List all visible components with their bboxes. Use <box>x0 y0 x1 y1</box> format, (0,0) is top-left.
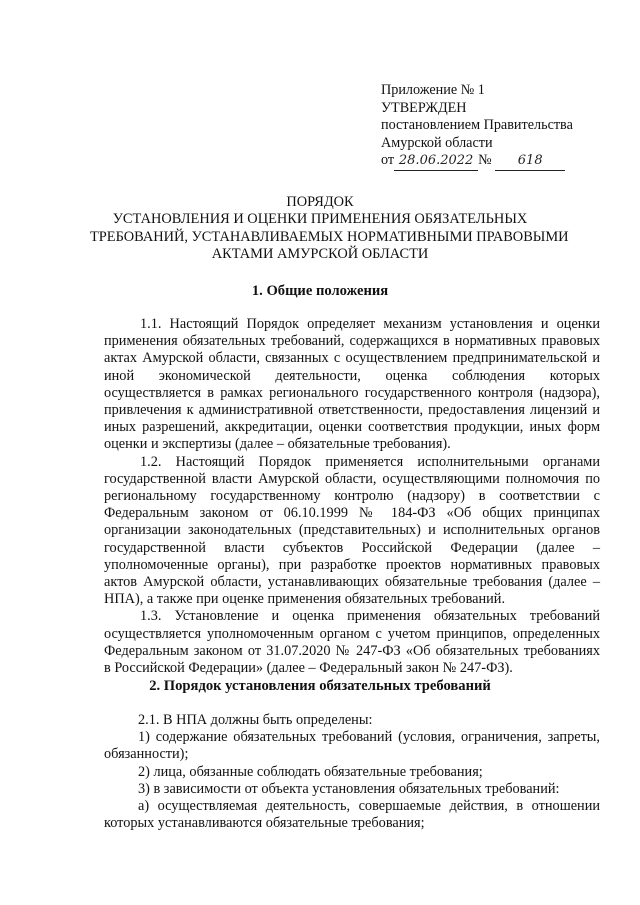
text-line: 1.3. Установление и оценка применения обязательных требований <box>140 608 600 625</box>
date-prefix: от <box>381 152 395 169</box>
text-line: применения обязательных требований, содержащихся в нормативных правовых <box>104 333 600 350</box>
handwritten-date: 28.06.2022 <box>398 153 474 169</box>
text-line: иной экономической деятельности, оценка соблюдения которых <box>104 367 600 384</box>
text-line: государственной власти Амурской области, осуществляющими полномочия по <box>104 470 600 487</box>
text-line: 1.2. Настоящий Порядок применяется исполнительными органами <box>140 453 600 470</box>
text-line: актах Амурской области, связанных с осуществлением предпринимательской и <box>104 350 600 367</box>
text-line: актов Амурской области, устанавливающих обязательные требования (далее – <box>104 574 600 591</box>
text-line: иных разрешений, аккредитации, оценки соответствия продукции, иных форм <box>104 419 600 436</box>
text-line: 2.1. В НПА должны быть определены: <box>138 712 373 728</box>
text-line: а) осуществляемая деятельность, совершаемые действия, в отношении <box>138 798 600 815</box>
handwritten-number: 618 <box>517 153 543 169</box>
section-1-body <box>104 316 600 677</box>
approved-label: УТВЕРЖДЕН <box>381 99 467 116</box>
text-line: Федеральным законом от 31.07.2020 № 247-ФЗ «Об обязательных требованиях <box>104 642 600 659</box>
text-line: региональному государственному контролю (надзору) в соответствии с <box>104 488 600 505</box>
text-line: 3) в зависимости от объекта установления обязательных требований: <box>138 780 560 797</box>
document-title <box>90 194 569 264</box>
text-line: оценки и экспертизы (далее – обязательные требования). <box>104 436 451 453</box>
text-line: НПА), а также при оценке применения обязательных требований. <box>104 591 506 608</box>
approved-by-region: Амурской области <box>381 134 493 151</box>
text-line: государственной власти субъектов Российской Федерации (далее – <box>104 539 600 556</box>
text-line: организации законодательных (представительных) и исполнительных органов <box>104 522 600 539</box>
title-line: ТРЕБОВАНИЙ, УСТАНАВЛИВАЕМЫХ НОРМАТИВНЫМИ ПРАВОВЫМИ <box>90 228 569 245</box>
title-line: ПОРЯДОК <box>286 194 354 210</box>
title-line: АКТАМИ АМУРСКОЙ ОБЛАСТИ <box>211 246 429 263</box>
text-line: обязанности); <box>104 746 189 763</box>
approval-stamp-block <box>381 82 621 171</box>
text-line: Федеральным законом от 06.10.1999 № 184-ФЗ «Об общих принципах <box>104 505 600 522</box>
section-2-heading: 2. Порядок установления обязательных требований <box>149 678 491 694</box>
title-line: УСТАНОВЛЕНИЯ И ОЦЕНКИ ПРИМЕНЕНИЯ ОБЯЗАТЕЛЬНЫХ <box>112 211 528 228</box>
number-prefix: № <box>478 152 492 169</box>
approval-date-line <box>381 152 621 171</box>
approved-by: постановлением Правительства <box>381 117 573 134</box>
text-line: 1) содержание обязательных требований (условия, ограничения, запреты, <box>138 729 600 746</box>
appendix-number: Приложение № 1 <box>381 82 485 98</box>
text-line: осуществляется уполномоченным органом с учетом принципов, определенных <box>104 625 600 642</box>
text-line: уполномоченные органы), при разработке проектов нормативных правовых <box>104 556 600 573</box>
text-line: осуществляется в рамках регионального государственного контроля (надзора), <box>104 384 600 401</box>
section-2-body <box>104 712 600 832</box>
section-1-heading: 1. Общие положения <box>251 283 389 299</box>
text-line: в Российской Федерации» (далее – Федеральный закон № 247-ФЗ). <box>104 660 513 677</box>
text-line: которых устанавливаются обязательные требования; <box>104 815 425 832</box>
text-line: 1.1. Настоящий Порядок определяет механизм установления и оценки <box>140 316 600 332</box>
text-line: привлечения к административной ответственности, предоставления лицензий и <box>104 402 600 419</box>
text-line: 2) лица, обязанные соблюдать обязательные требования; <box>138 763 483 780</box>
